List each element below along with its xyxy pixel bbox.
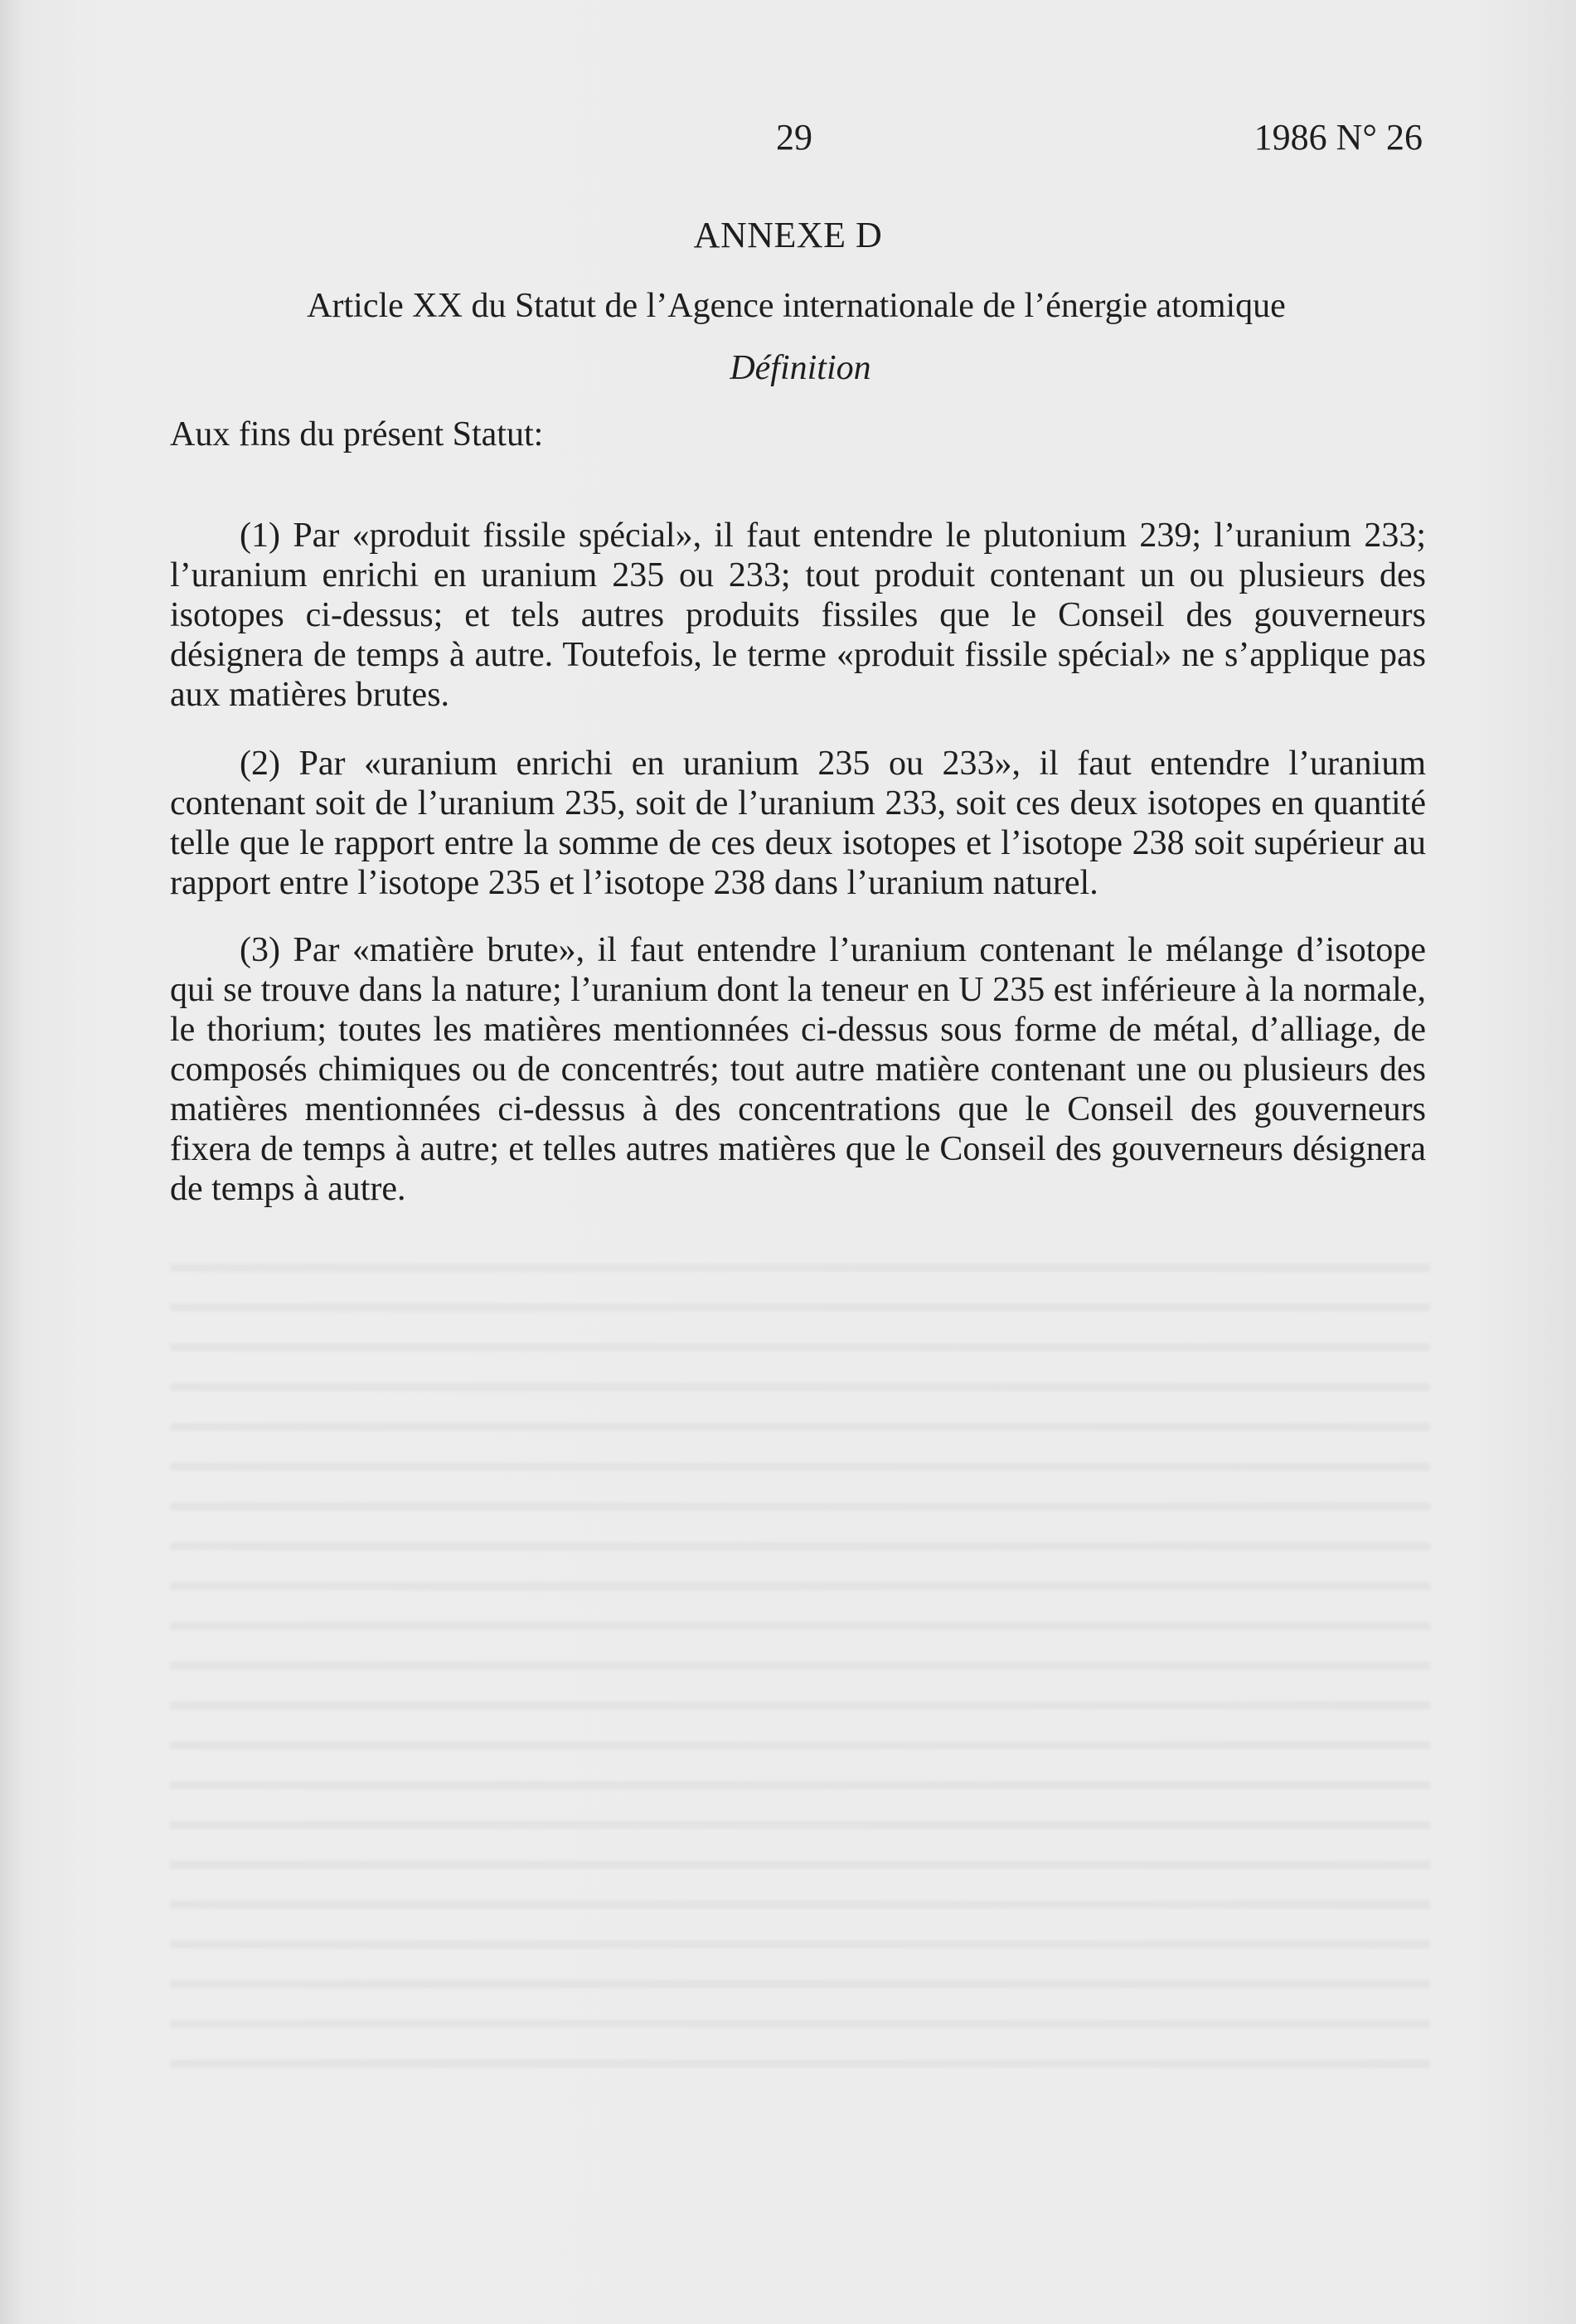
- document-reference: 1986 N° 26: [1254, 117, 1423, 158]
- annex-title: ANNEXE D: [693, 215, 883, 255]
- intro-line: Aux fins du présent Statut:: [170, 415, 544, 454]
- page-header: [0, 116, 1576, 166]
- definition-heading: Définition: [730, 349, 871, 387]
- paragraph-source-material: (3) Par «matière brute», il faut entendre l’uranium contenant le mélange d’isotope qui se trouve dans la nature; l’uranium dont la teneur en U 235 est inférieure à la normale, le thorium; toutes les matières mentionnées ci-dessus sous forme de métal, d’alliage, de composés chimiques ou de concentrés; tout autre matière contenant une ou plusieurs des matières mentionnées ci-dessus à des concentrations que le Conseil des gouverneurs fixera de temps à autre; et telles autres matières que le Conseil des gouverneurs désignera de temps à autre.: [170, 931, 1426, 1208]
- paragraph-enriched-uranium: (2) Par «uranium enrichi en uranium 235 ou 233», il faut entendre l’uranium contenant soit de l’uranium 235, soit de l’uranium 233, soit ces deux isotopes en quantité telle que le rapport entre la somme de ces deux isotopes et l’isotope 238 soit supérieur au rapport entre l’isotope 235 et l’isotope 238 dans l’uranium naturel.: [170, 745, 1426, 902]
- article-title: Article XX du Statut de l’Agence internationale de l’énergie atomique: [307, 287, 1286, 325]
- reverse-side-show-through: [170, 1235, 1430, 2081]
- page-number: 29: [776, 117, 812, 158]
- paragraph-special-fissionable-material: (1) Par «produit fissile spécial», il faut entendre le plutonium 239; l’uranium 233; l’uranium enrichi en uranium 235 ou 233; tout produit contenant un ou plusieurs des isotopes ci-dessus; et tels autres produits fissiles que le Conseil des gouverneurs désignera de temps à autre. Toutefois, le terme «produit fissile spécial» ne s’applique pas aux matières brutes.: [170, 517, 1426, 714]
